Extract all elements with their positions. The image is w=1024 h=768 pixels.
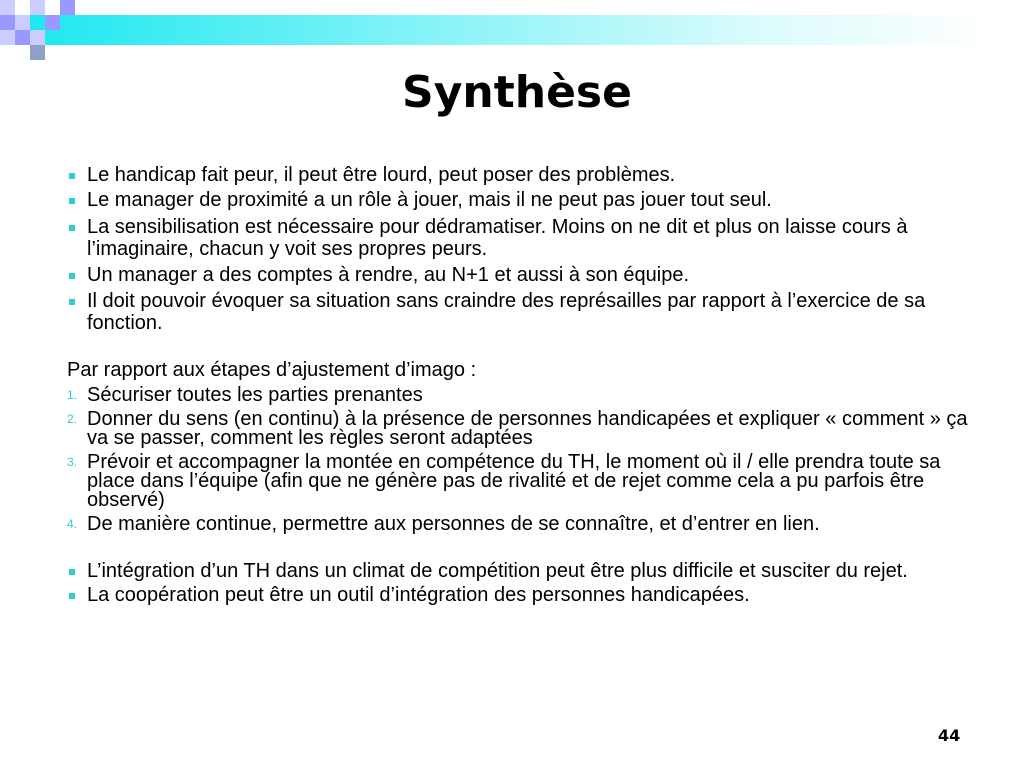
decor-square xyxy=(0,15,15,30)
slide-title: Synthèse xyxy=(402,67,632,118)
step-text: Sécuriser toutes les parties prenantes xyxy=(87,383,423,406)
bullet-text: Le handicap fait peur, il peut être lourd, peut poser des problèmes. xyxy=(87,164,676,186)
bullet-item xyxy=(87,217,980,260)
bullet-text: Le manager de proximité a un rôle à jouer, mais il ne peut pas jouer tout seul. xyxy=(87,189,772,211)
square-bullet-icon xyxy=(69,593,75,599)
square-bullet-icon xyxy=(69,225,75,231)
bullet-text: La coopération peut être un outil d’intégration des personnes handicapées. xyxy=(87,584,750,606)
bullet-item xyxy=(87,585,980,607)
decor-square xyxy=(30,45,45,60)
decorative-squares xyxy=(0,0,80,62)
step-number: 4. xyxy=(67,516,78,531)
header-gradient-bar xyxy=(30,15,990,45)
numbered-item xyxy=(67,383,980,406)
bullet-text: Un manager a des comptes à rendre, au N+1 et aussi à son équipe. xyxy=(87,264,690,286)
step-text: Prévoir et accompagner la montée en compétence du TH, le moment où il / elle prendra toute sa place dans l’équipe (afin que ne génère pas de rivalité et de rejet comme cela a pu parfois être observé) xyxy=(87,450,941,511)
bullet-item xyxy=(87,190,980,212)
decor-square xyxy=(15,15,30,30)
decor-square xyxy=(45,15,60,30)
step-number: 2. xyxy=(67,411,78,426)
decor-square xyxy=(60,0,75,15)
square-bullet-icon xyxy=(69,173,75,179)
decor-square xyxy=(30,0,45,15)
decor-square xyxy=(15,30,30,45)
step-text: Donner du sens (en continu) à la présence de personnes handicapées et expliquer « comment » ça va se passer, comment les règles seront adaptées xyxy=(87,407,968,449)
bullet-item xyxy=(87,561,980,583)
square-bullet-icon xyxy=(69,299,75,305)
bullet-item xyxy=(87,265,980,287)
step-number: 3. xyxy=(67,454,78,469)
square-bullet-icon xyxy=(69,198,75,204)
bullet-text: Il doit pouvoir évoquer sa situation sans craindre des représailles par rapport à l’exercice de sa fonction. xyxy=(87,290,926,334)
square-bullet-icon xyxy=(69,273,75,279)
bullet-text: L’intégration d’un TH dans un climat de compétition peut être plus difficile et susciter du rejet. xyxy=(87,560,908,582)
decor-square xyxy=(30,30,45,45)
bullet-item xyxy=(87,165,980,187)
bullet-item xyxy=(87,291,980,334)
intro-paragraph: Par rapport aux étapes d’ajustement d’imago : xyxy=(67,359,477,381)
square-bullet-icon xyxy=(69,569,75,575)
decor-square xyxy=(0,30,15,45)
numbered-item xyxy=(67,512,980,535)
page-number: 44 xyxy=(938,726,961,745)
step-number: 1. xyxy=(67,387,78,402)
step-text: De manière continue, permettre aux personnes de se connaître, et d’entrer en lien. xyxy=(87,512,820,535)
numbered-item xyxy=(67,407,980,449)
numbered-item xyxy=(67,450,980,511)
bullet-text: La sensibilisation est nécessaire pour dédramatiser. Moins on ne dit et plus on laisse cours à l’imaginaire, chacun y voit ses propres peurs. xyxy=(87,216,908,260)
decor-square xyxy=(0,0,15,15)
